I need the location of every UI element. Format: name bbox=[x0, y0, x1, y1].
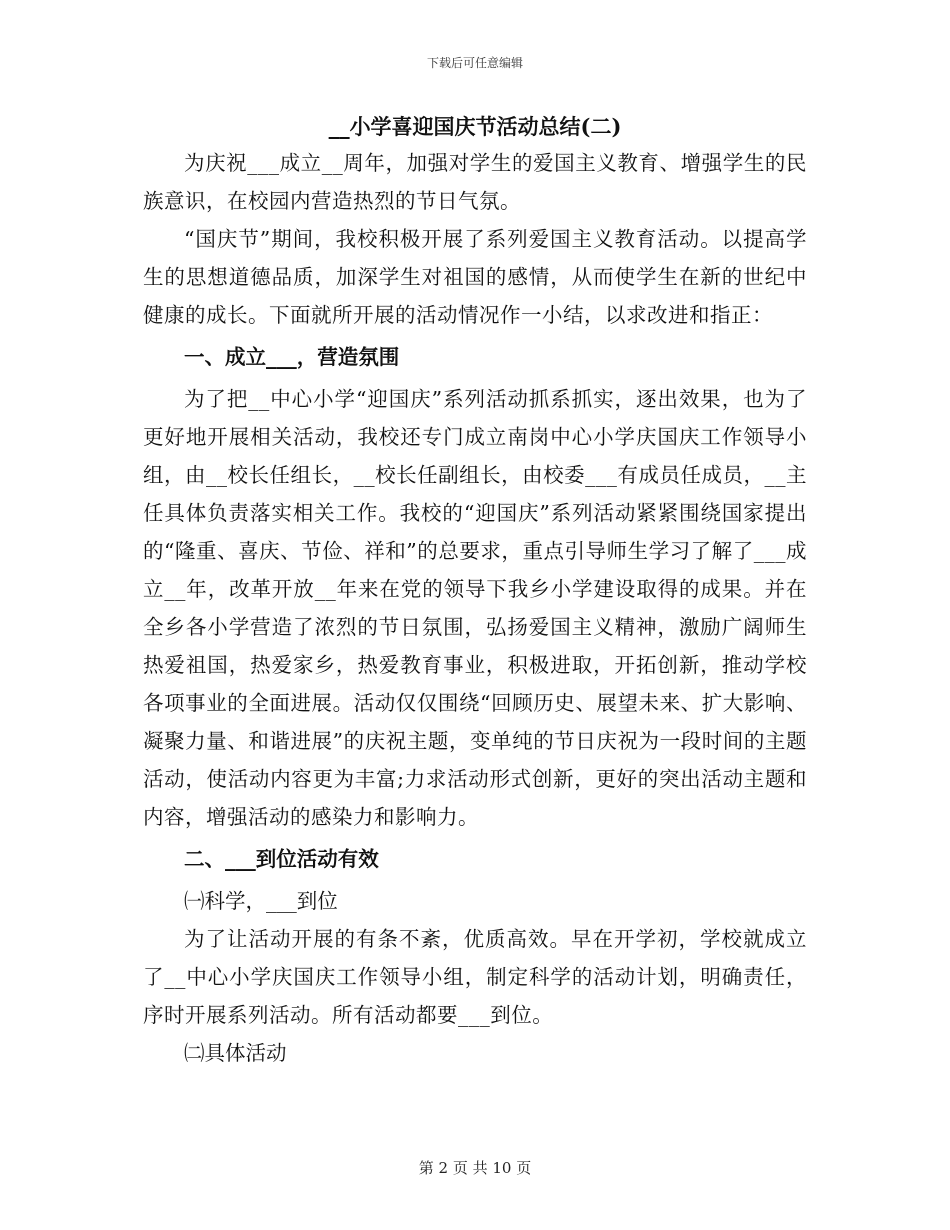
section-heading: 一、成立___，营造氛围 bbox=[184, 345, 400, 369]
subsection-heading: ㈡具体活动 bbox=[184, 1041, 287, 1065]
download-note: 下载后可任意编辑 bbox=[426, 56, 523, 70]
paragraph: 为了让活动开展的有条不紊，优质高效。早在开学初，学校就成立了__中心小学庆国庆工作领导小组，制定科学的活动计划，明确责任，序时开展系列活动。所有活动都要___到位。 bbox=[143, 927, 807, 1027]
paragraph: “国庆节”期间，我校积极开展了系列爱国主义教育活动。以提高学生的思想道德品质，加深学生对祖国的感情，从而使学生在新的世纪中健康的成长。下面就所开展的活动情况作一小结，以求改进和指正： bbox=[143, 227, 807, 327]
document-title: __小学喜迎国庆节活动总结(二) bbox=[328, 114, 622, 139]
section-heading: 二、___到位活动有效 bbox=[184, 847, 379, 871]
subsection-heading: ㈠科学，___到位 bbox=[184, 889, 338, 913]
page-number: 第 2 页 共 10 页 bbox=[418, 1159, 532, 1177]
document-body bbox=[143, 112, 807, 1072]
paragraph: 为了把__中心小学“迎国庆”系列活动抓系抓实，逐出效果，也为了更好地开展相关活动，我校还专门成立南岗中心小学庆国庆工作领导小组，由__校长任组长，__校长任副组长，由校委___有成员任成员，__主任具体负责落实相关工作。我校的“迎国庆”系列活动紧紧围绕国家提出的“隆重、喜庆、节俭、祥和”的总要求，重点引导师生学习了解了___成立__年，改革开放__年来在党的领导下我乡小学建设取得的成果。并在全乡各小学营造了浓烈的节日氛围，弘扬爱国主义精神，激励广阔师生热爱祖国，热爱家乡，热爱教育事业，积极进取，开拓创新，推动学校各项事业的全面进展。活动仅仅围绕“回顾历史、展望未来、扩大影响、凝聚力量、和谐进展”的庆祝主题，变单纯的节日庆祝为一段时间的主题活动，使活动内容更为丰富;力求活动形式创新，更好的突出活动主题和内容，增强活动的感染力和影响力。 bbox=[143, 387, 807, 829]
paragraph: 为庆祝___成立__周年，加强对学生的爱国主义教育、增强学生的民族意识，在校园内营造热烈的节日气氛。 bbox=[143, 151, 807, 213]
